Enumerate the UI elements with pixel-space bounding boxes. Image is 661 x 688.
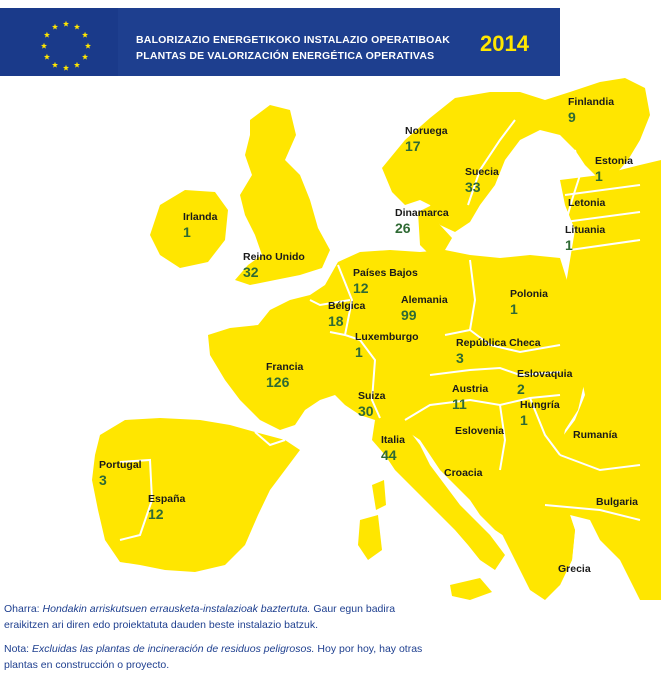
country-name: Croacia xyxy=(444,467,483,479)
note-basque xyxy=(4,602,434,633)
country-name: Alemania xyxy=(401,294,448,306)
country-count: 1 xyxy=(595,168,603,184)
country-count: 18 xyxy=(328,313,344,329)
country-count: 1 xyxy=(510,301,518,317)
star-icon xyxy=(74,62,80,68)
country-name: Eslovenia xyxy=(455,425,505,437)
country-count: 32 xyxy=(243,264,259,280)
title-spanish: PLANTAS DE VALORIZACIÓN ENERGÉTICA OPERATIVAS xyxy=(136,50,435,62)
star-icon xyxy=(44,54,50,60)
country-name: República Checa xyxy=(456,337,541,349)
note-text: Gaur egun badira eraikitzen ari diren edo proiektatuta dauden beste instalazio batzuk. xyxy=(4,603,396,631)
star-icon xyxy=(74,24,80,30)
country-count: 12 xyxy=(148,506,164,522)
country-name: Irlanda xyxy=(183,211,218,223)
country-count: 11 xyxy=(452,396,467,412)
country-count: 99 xyxy=(401,307,417,323)
country-count: 9 xyxy=(568,109,576,125)
title-basque: BALORIZAZIO ENERGETIKOKO INSTALAZIO OPERATIBOAK xyxy=(136,34,451,46)
country-name: Estonia xyxy=(595,155,633,167)
country-name: Suecia xyxy=(465,166,499,178)
country-count: 26 xyxy=(395,220,411,236)
country-count: 30 xyxy=(358,403,374,419)
eu-flag-icon xyxy=(0,8,118,76)
country-count: 1 xyxy=(565,237,573,253)
star-icon xyxy=(82,32,88,38)
country-name: Noruega xyxy=(405,125,448,137)
country-name: Luxemburgo xyxy=(355,331,419,343)
note-prefix: Oharra: xyxy=(4,603,43,615)
country-count: 44 xyxy=(381,447,397,463)
country-count: 126 xyxy=(266,374,290,390)
country-count: 3 xyxy=(456,350,464,366)
country-count: 1 xyxy=(355,344,363,360)
country-count: 33 xyxy=(465,179,481,195)
corsica-landmass xyxy=(372,480,386,510)
country-name: Bulgaria xyxy=(596,496,639,508)
country-name: Austria xyxy=(452,383,489,395)
country-count: 1 xyxy=(520,412,528,428)
star-icon xyxy=(85,43,91,49)
country-count: 12 xyxy=(353,280,369,296)
star-icon xyxy=(52,62,58,68)
country-name: Finlandia xyxy=(568,96,615,108)
country-name: Letonia xyxy=(568,197,606,209)
iberia-landmass xyxy=(92,418,300,572)
star-icon xyxy=(82,54,88,60)
footnotes xyxy=(4,602,434,682)
sicily-landmass xyxy=(450,578,492,600)
country-name: Reino Unido xyxy=(243,251,305,263)
country-name: Polonia xyxy=(510,288,548,300)
note-spanish xyxy=(4,642,434,673)
note-italic: Hondakin arriskutsuen errausketa-instalazioak baztertuta. xyxy=(42,603,311,615)
country-name: Dinamarca xyxy=(395,207,449,219)
star-icon xyxy=(41,43,47,49)
country-name: Grecia xyxy=(558,563,591,575)
country-name: Francia xyxy=(266,361,304,373)
country-count: 2 xyxy=(517,381,525,397)
country-name: Italia xyxy=(381,434,405,446)
note-italic: Excluidas las plantas de incineración de residuos peligrosos. xyxy=(32,643,315,655)
country-name: Bélgica xyxy=(328,300,366,312)
year-label: 2014 xyxy=(480,31,529,56)
country-name: Hungría xyxy=(520,399,560,411)
country-count: 1 xyxy=(183,224,191,240)
country-name: Suiza xyxy=(358,390,386,402)
country-name: Rumanía xyxy=(573,429,618,441)
sardinia-landmass xyxy=(358,515,382,560)
star-icon xyxy=(63,65,69,71)
country-count: 17 xyxy=(405,138,421,154)
country-name: Lituania xyxy=(565,224,606,236)
star-icon xyxy=(44,32,50,38)
country-name: Países Bajos xyxy=(353,267,418,279)
note-prefix: Nota: xyxy=(4,643,33,655)
banner-titles xyxy=(136,32,450,64)
star-icon xyxy=(63,21,69,27)
country-count: 3 xyxy=(99,472,107,488)
country-name: Portugal xyxy=(99,459,142,471)
star-icon xyxy=(52,24,58,30)
country-name: España xyxy=(148,493,186,505)
note-text: Hoy por hoy, hay otras plantas en construcción o proyecto. xyxy=(4,643,423,671)
eu-flag xyxy=(0,8,118,76)
country-name: Eslovaquia xyxy=(517,368,573,380)
